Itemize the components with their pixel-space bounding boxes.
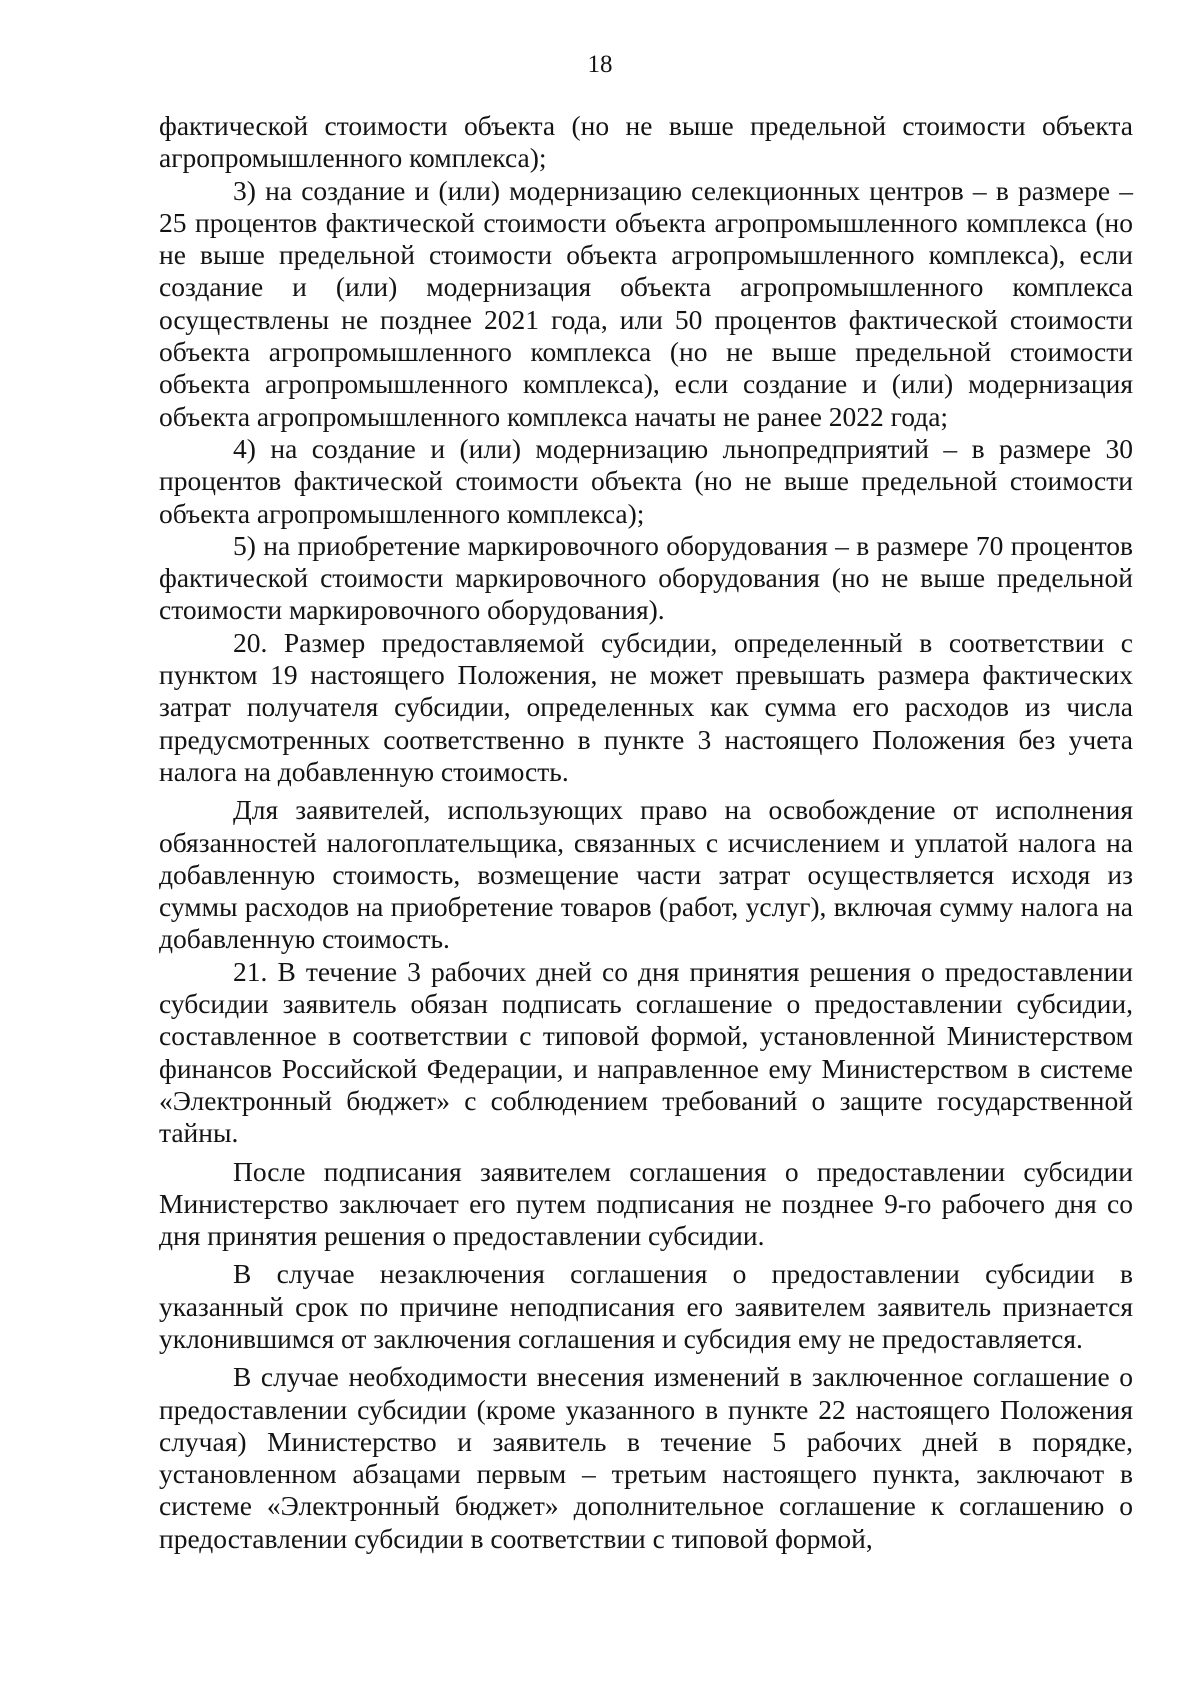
paragraph-item-3: 3) на создание и (или) модернизацию селекционных центров – в размере – 25 процентов фактической стоимости объекта агропромышленного комплекса (но не выше предельной стоимости объекта агропромышленного комплекса), если создание и (или) модернизация объекта агропромышленного комплекса осуществлены не позднее 2021 года, или 50 процентов фактической стоимости объекта агропромышленного комплекса (но не выше предельной стоимости объекта агропромышленного комплекса), если создание и (или) модернизация объекта агропромышленного комплекса начаты не ранее 2022 года;	[159, 174, 1133, 432]
paragraph-clause-21-evasion: В случае незаключения соглашения о предоставлении субсидии в указанный срок по причине неподписания его заявителем заявитель признается уклонившимся от заключения соглашения и субсидия ему не предоставляется.	[159, 1258, 1133, 1354]
page-number: 18	[587, 51, 613, 78]
paragraph-item-5: 5) на приобретение маркировочного оборудования – в размере 70 процентов фактической стоимости маркировочного оборудования (но не выше предельной стоимости маркировочного оборудования).	[159, 529, 1133, 626]
document-body	[159, 110, 1133, 1555]
paragraph-continuation: фактической стоимости объекта (но не выше предельной стоимости объекта агропромышленного комплекса);	[159, 110, 1133, 174]
paragraph-clause-21: 21. В течение 3 рабочих дней со дня принятия решения о предоставлении субсидии заявитель обязан подписать соглашение о предоставлении субсидии, составленное в соответствии с типовой формой, установленной Министерством финансов Российской Федерации, и направленное ему Министерством в системе «Электронный бюджет» с соблюдением требований о защите государственной тайны.	[159, 955, 1133, 1149]
paragraph-clause-21-signing: После подписания заявителем соглашения о предоставлении субсидии Министерство заключает его путем подписания не позднее 9-го рабочего дня со дня принятия решения о предоставлении субсидии.	[159, 1155, 1133, 1252]
paragraph-clause-20: 20. Размер предоставляемой субсидии, определенный в соответствии с пунктом 19 настоящего Положения, не может превышать размера фактических затрат получателя субсидии, определенных как сумма его расходов из числа предусмотренных соответственно в пункте 3 настоящего Положения без учета налога на добавленную стоимость.	[159, 626, 1133, 787]
paragraph-clause-21-amendments: В случае необходимости внесения изменений в заключенное соглашение о предоставлении субсидии (кроме указанного в пункте 22 настоящего Положения случая) Министерство и заявитель в течение 5 рабочих дней в порядке, установленном абзацами первым – третьим настоящего пункта, заключают в системе «Электронный бюджет» дополнительное соглашение к соглашению о предоставлении субсидии в соответствии с типовой формой,	[159, 1361, 1133, 1554]
paragraph-clause-20-vat: Для заявителей, использующих право на освобождение от исполнения обязанностей налогоплательщика, связанных с исчислением и уплатой налога на добавленную стоимость, возмещение части затрат осуществляется исходя из суммы расходов на приобретение товаров (работ, услуг), включая сумму налога на добавленную стоимость.	[159, 794, 1133, 955]
paragraph-item-4: 4) на создание и (или) модернизацию льнопредприятий – в размере 30 процентов фактической стоимости объекта (но не выше предельной стоимости объекта агропромышленного комплекса);	[159, 432, 1133, 529]
